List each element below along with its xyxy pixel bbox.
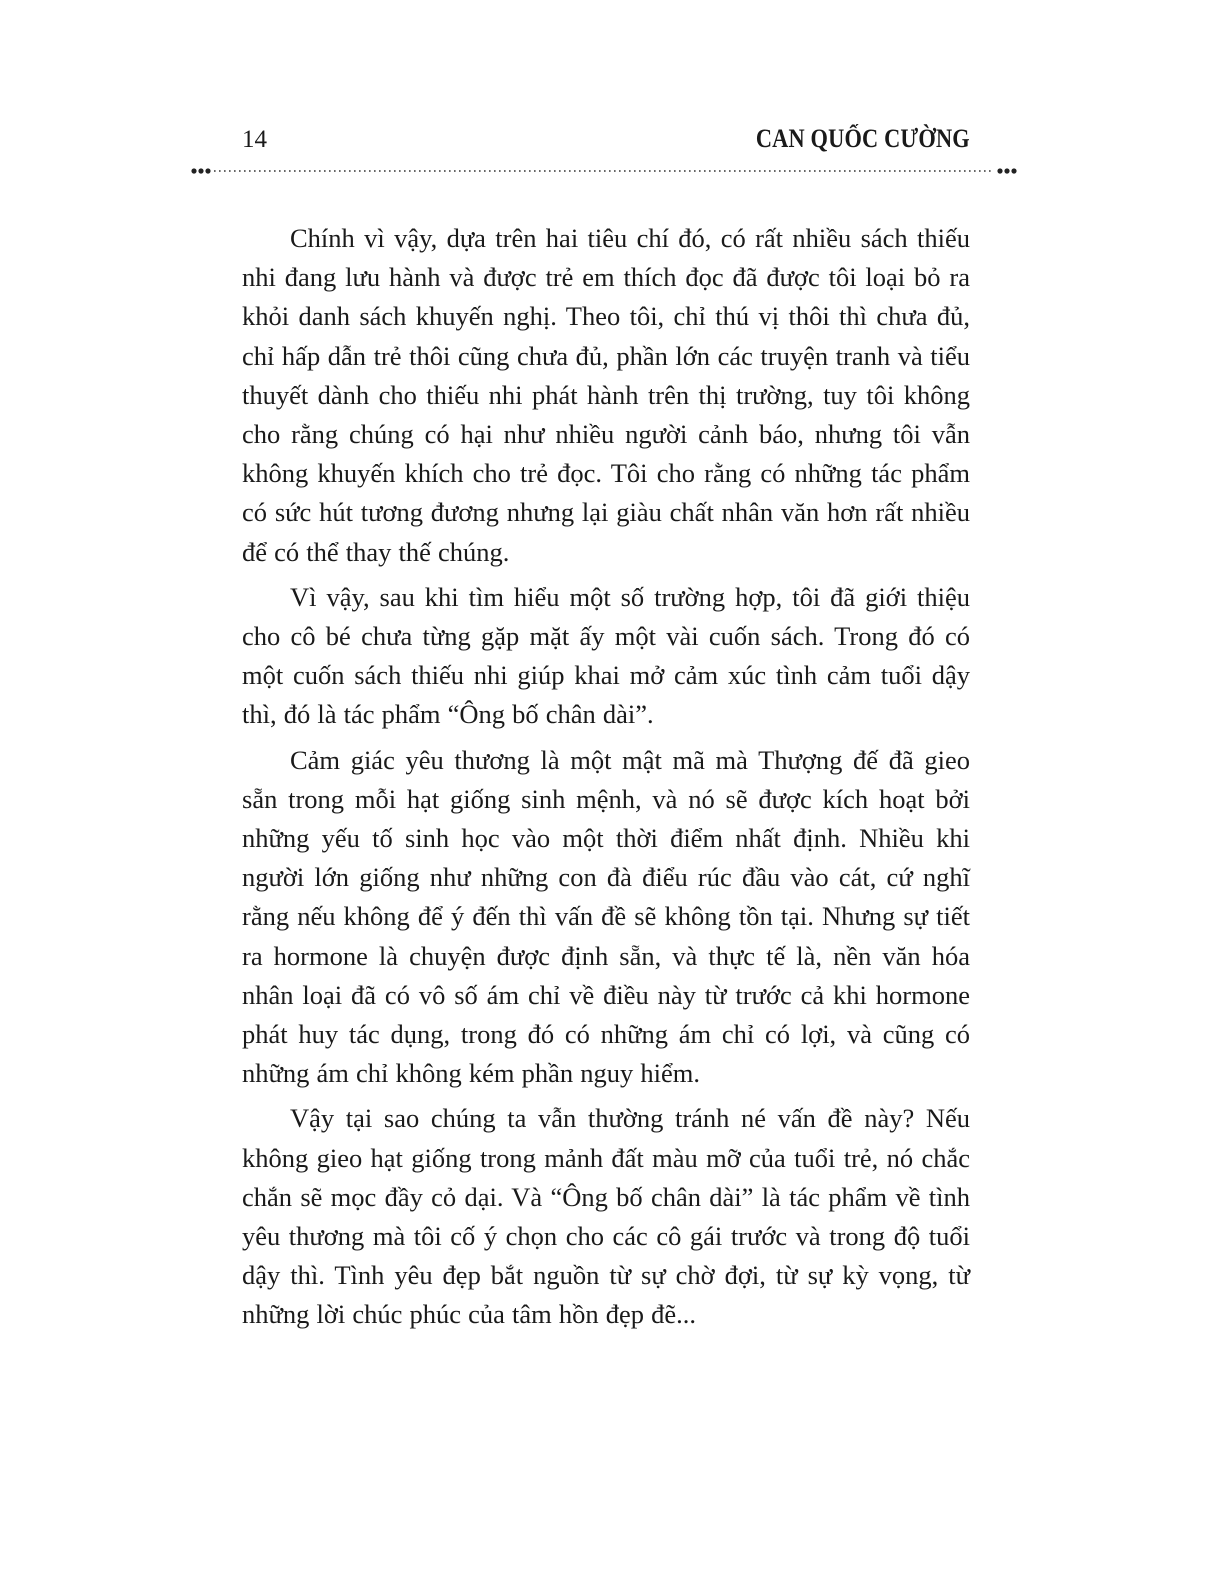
paragraph-2: Vì vậy, sau khi tìm hiểu một số trường hợp, tôi đã giới thiệu cho cô bé chưa từng gặp mặt ấy một vài cuốn sách. Trong đó có một cuốn sách thiếu nhi giúp khai mở cảm xúc tình cảm tuổi dậy thì, đó là tác phẩm “Ông bố chân dài”. — [242, 581, 970, 730]
paragraph-3: Cảm giác yêu thương là một mật mã mà Thượng đế đã gieo sẵn trong mỗi hạt giống sinh mệnh, và nó sẽ được kích hoạt bởi những yếu tố sinh học vào một thời điểm nhất định. Nhiều khi người lớn giống như những con đà điểu rúc đầu vào cát, cứ nghĩ rằng nếu không để ý đến thì vấn đề sẽ không tồn tại. Nhưng sự tiết ra hormone là chuyện được định sẵn, và thực tế là, nền văn hóa nhân loại đã có vô số ám chỉ về điều này từ trước cả khi hormone phát huy tác dụng, trong đó có những ám chỉ có lợi, và cũng có những ám chỉ không kém phần nguy hiểm. — [242, 744, 970, 1089]
paragraph-4: Vậy tại sao chúng ta vẫn thường tránh né vấn đề này? Nếu không gieo hạt giống trong mảnh đất màu mỡ của tuổi trẻ, nó chắc chắn sẽ mọc đầy cỏ dại. Và “Ông bố chân dài” là tác phẩm về tình yêu thương mà tôi cố ý chọn cho các cô gái trước và trong độ tuổi dậy thì. Tình yêu đẹp bắt nguồn từ sự chờ đợi, từ sự kỳ vọng, từ những lời chúc phúc của tâm hồn đẹp đẽ... — [242, 1103, 970, 1330]
page-number: 14 — [242, 126, 267, 153]
header-dotted-rule — [190, 166, 1018, 176]
body-text — [242, 219, 970, 1341]
paragraph-1: Chính vì vậy, dựa trên hai tiêu chí đó, có rất nhiều sách thiếu nhi đang lưu hành và được trẻ em thích đọc đã được tôi loại bỏ ra khỏi danh sách khuyến nghị. Theo tôi, chỉ thú vị thôi thì chưa đủ, chỉ hấp dẫn trẻ thôi cũng chưa đủ, phần lớn các truyện tranh và tiểu thuyết dành cho thiếu nhi phát hành trên thị trường, tuy tôi không cho rằng chúng có hại như nhiều người cảnh báo, nhưng tôi vẫn không khuyến khích cho trẻ đọc. Tôi cho rằng có những tác phẩm có sức hút tương đương nhưng lại giàu chất nhân văn hơn rất nhiều để có thể thay thế chúng. — [242, 223, 970, 567]
running-title: CAN QUỐC CƯỜNG — [756, 124, 970, 153]
